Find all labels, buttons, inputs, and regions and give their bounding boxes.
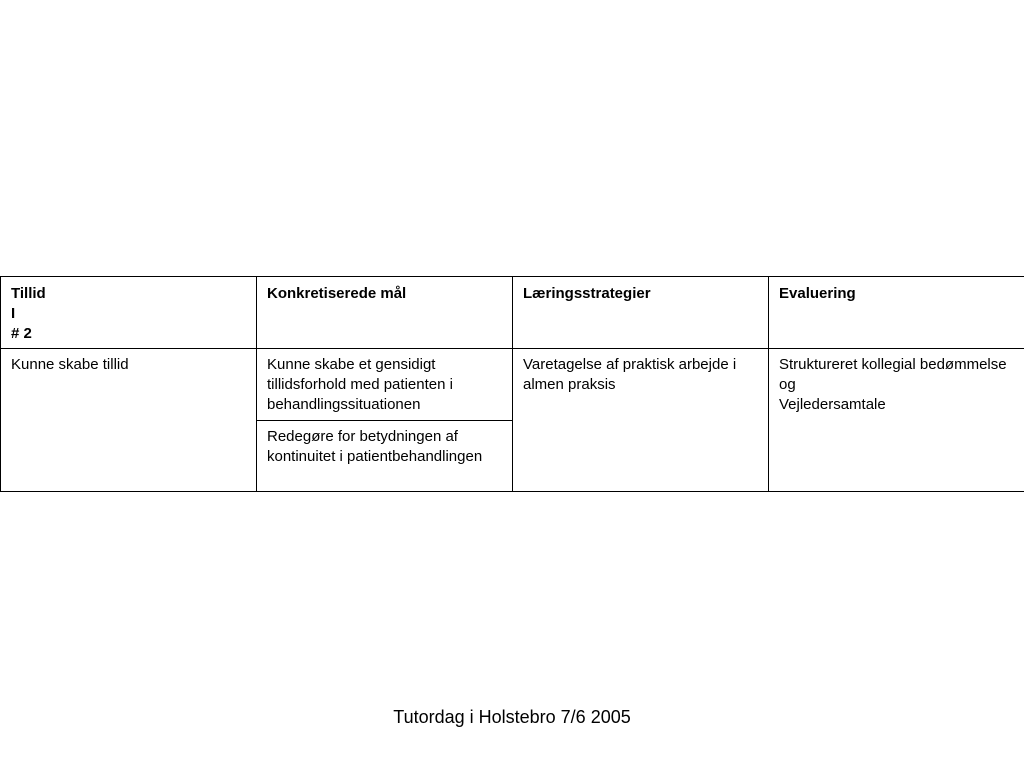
header-evaluering: Evaluering [769,277,1024,349]
header-konkretiserede-maal: Konkretiserede mål [257,277,513,349]
evaluation-line-1: Struktureret kollegial bedømmelse [779,356,1007,373]
table-header-row [1,277,1024,349]
cell-concrete-goal-2: Redegøre for betydningen af kontinuitet i patientbehandlingen [257,421,513,492]
plan-table [0,276,1024,492]
evaluation-line-3: Vejledersamtale [779,396,886,413]
header-tillid [1,277,257,349]
header-tillid-line-2: I [11,305,16,322]
header-tillid-line-3: # 2 [11,325,32,342]
cell-concrete-goal-1: Kunne skabe et gensidigt tillidsforhold med patienten i behandlingssituationen [257,349,513,421]
cell-strategy: Varetagelse af praktisk arbejde i almen praksis [513,349,769,492]
cell-goal: Kunne skabe tillid [1,349,257,492]
cell-evaluation [769,349,1024,492]
evaluation-line-2: og [779,376,796,393]
slide-footer [0,706,1024,728]
header-tillid-line-1: Tillid [11,285,46,302]
header-laeringsstrategier: Læringsstrategier [513,277,769,349]
footer-text: Tutordag i Holstebro 7/6 2005 [393,707,631,727]
table-row [1,349,1024,421]
